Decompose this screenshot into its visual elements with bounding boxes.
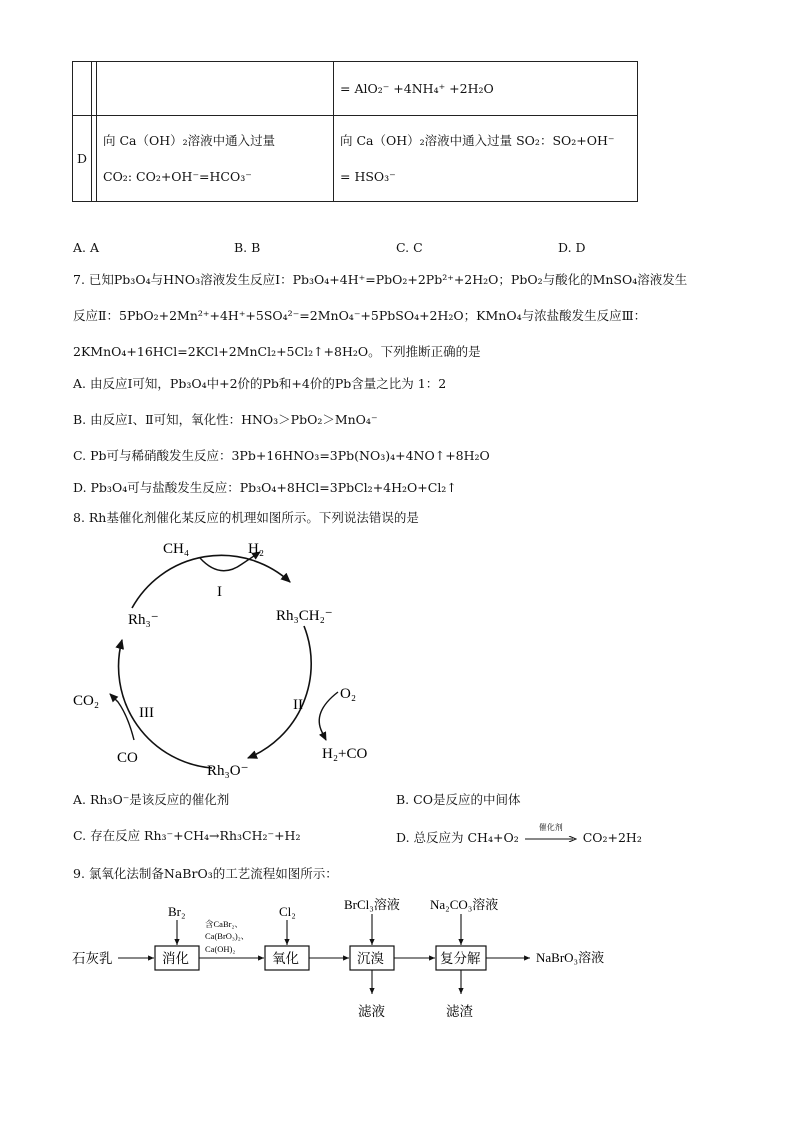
process-flow-diagram [68,892,628,1024]
co-label: CO [117,750,138,766]
co2-label: CO₂ [73,693,100,709]
catalyst-arrow [525,824,577,845]
box4-label: 复分解 [440,951,481,966]
q6-option-a: A. A [73,240,100,255]
ch4-label: CH₄ [163,541,190,557]
q8-stem: 8. Rh基催化剂催化某反应的机理如图所示。下列说法错误的是 [73,510,419,525]
q7-stem-line2: 反应Ⅱ：5PbO₂+2Mn²⁺+4H⁺+5SO₄²⁻=2MnO₄⁻+5PbSO₄+2H₂O；KMnO₄与浓盐酸发生反应Ⅲ： [73,308,647,323]
cycle-arc-step3 [119,640,212,768]
step2-label: II [293,697,303,713]
left-cell [97,116,334,202]
q7-option-b: B. 由反应Ⅰ、Ⅱ可知，氧化性：HNO₃＞PbO₂＞MnO₄⁻ [73,412,378,427]
mid-label-line2: Ca(BrO₃)₂、 [205,931,250,941]
d-left-line1: 向 Ca（OH）₂溶液中通入过量 [103,132,276,148]
q6-option-b: B. B [234,240,261,255]
rh3ch2-label: Rh₃CH₂⁻ [276,608,333,624]
row-label-cell [73,116,92,202]
brcl3-label: BrCl₃溶液 [344,897,400,912]
right-cell [334,116,638,202]
d-right-line2: = HSO₃⁻ [340,168,396,184]
row-label-cell [73,62,92,116]
output-label: NaBrO₃溶液 [536,950,605,965]
row-label-d: D [76,151,88,166]
box2-label: 氧化 [272,951,299,966]
h2co-label: H₂+CO [322,746,368,762]
rh3-label: Rh₃⁻ [128,612,159,628]
table-row [73,116,638,202]
right-cell [334,62,638,116]
q8-option-b: B. CO是反应的中间体 [396,792,521,807]
na2co3-label: Na₂CO₃溶液 [430,897,499,912]
box1-label: 消化 [162,951,189,966]
box3-label: 沉溴 [357,951,384,966]
residue-label: 滤渣 [446,1004,473,1019]
q8-option-d [396,823,642,849]
q6-option-d: D. D [558,240,586,255]
row1-right-text: = AlO₂⁻ +4NH₄⁺ +2H₂O [340,81,494,96]
options-table [72,61,638,202]
cycle-arc-step1 [132,555,290,608]
cl2-label: Cl₂ [279,904,296,919]
q8-option-d-prefix: D. 总反应为 CH₄+O₂ [396,829,519,845]
mid-label-line1: 含CaBr₂、 [205,919,243,929]
o2-h2co-arrow [319,692,338,740]
catalyst-label: 催化剂 [538,823,563,832]
mid-label-line3: Ca(OH)₂ [205,944,236,954]
co-co2-arrow [110,694,134,740]
q9-stem: 9. 氯氧化法制备NaBrO₃的工艺流程如图所示： [73,866,338,881]
q6-option-c: C. C [396,240,423,255]
q7-stem-line1: 7. 已知Pb₃O₄与HNO₃溶液发生反应Ⅰ：Pb₃O₄+4H⁺=PbO₂+2Pb²⁺+2H₂O；PbO₂与酸化的MnSO₄溶液发生 [73,272,688,287]
q7-option-a: A. 由反应Ⅰ可知，Pb₃O₄中+2价的Pb和+4价的Pb含量之比为 1：2 [73,376,447,391]
reaction-arrow-icon [525,836,577,842]
rh3o-label: Rh₃O⁻ [207,763,249,779]
table-row [73,62,638,116]
filtrate-label: 滤液 [358,1004,385,1019]
o2-label: O₂ [340,686,357,702]
cycle-arc-step2 [248,626,311,758]
q8-option-a: A. Rh₃O⁻是该反应的催化剂 [73,792,230,807]
left-cell [97,62,334,116]
q8-option-c: C. 存在反应 Rh₃⁻+CH₄→Rh₃CH₂⁻+H₂ [73,828,301,843]
d-right-line1: 向 Ca（OH）₂溶液中通入过量 SO₂：SO₂+OH⁻ [340,132,615,148]
step1-label: I [217,584,222,600]
q7-stem-line3: 2KMnO₄+16HCl=2KCl+2MnCl₂+5Cl₂↑+8H₂O。下列推断正确的是 [73,344,481,359]
q7-option-c: C. Pb可与稀硝酸发生反应：3Pb+16HNO₃=3Pb(NO₃)₄+4NO↑+8H₂O [73,448,490,463]
catalytic-cycle-diagram [60,530,400,785]
br2-label: Br₂ [168,904,186,919]
h2-label: H₂ [248,541,265,557]
q8-option-d-suffix: CO₂+2H₂ [582,829,642,845]
q7-option-d: D. Pb₃O₄可与盐酸发生反应：Pb₃O₄+8HCl=3PbCl₂+4H₂O+Cl₂↑ [73,480,457,495]
step3-label: III [139,705,154,721]
d-left-line2: CO₂: CO₂+OH⁻=HCO₃⁻ [103,168,252,184]
input-label: 石灰乳 [72,951,113,966]
